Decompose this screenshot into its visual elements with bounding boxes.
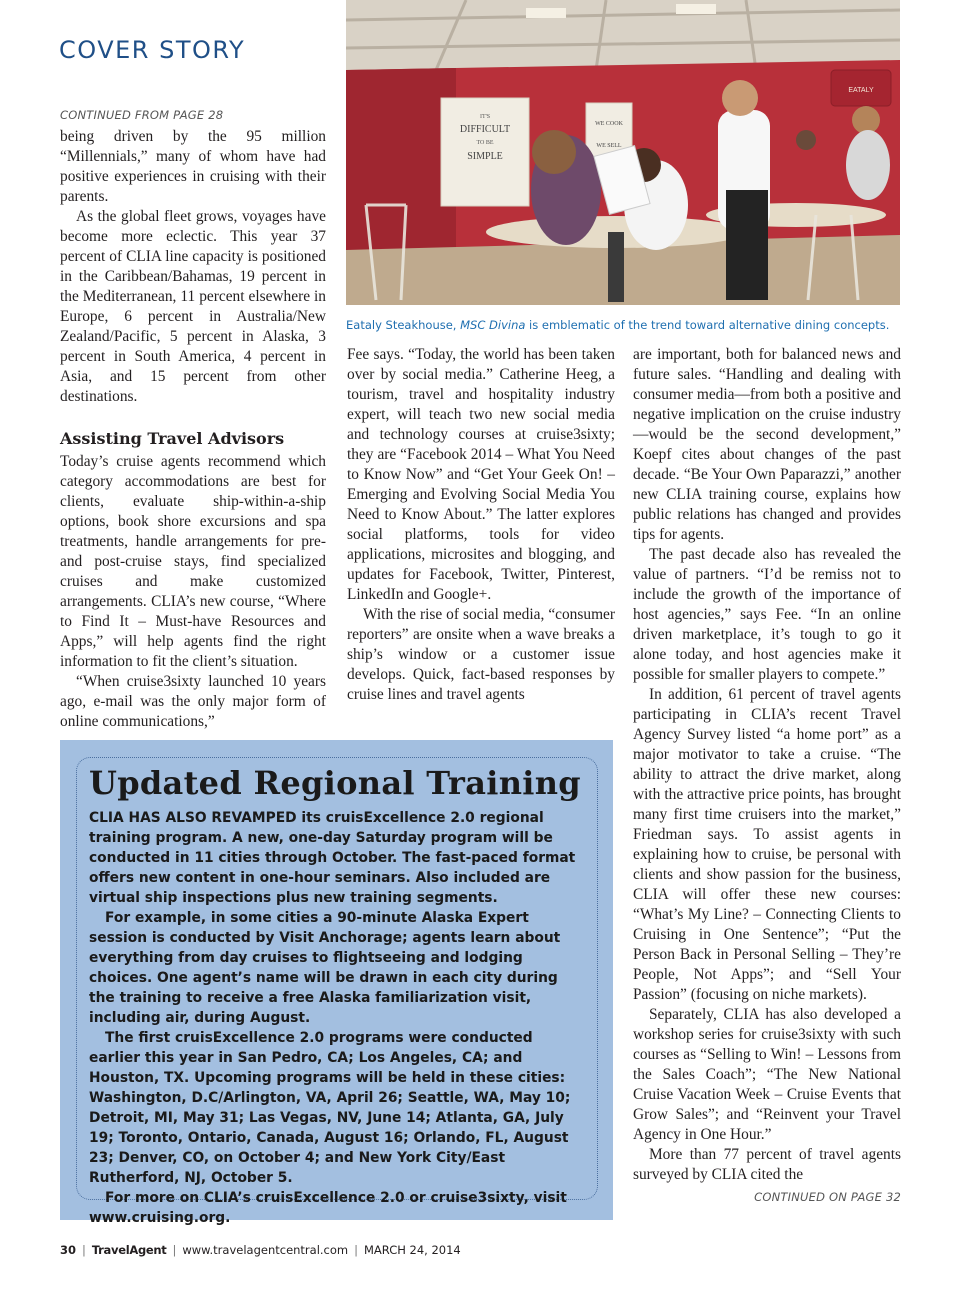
sign-line-2: DIFFICULT bbox=[459, 124, 511, 135]
paragraph: Separately, CLIA has also developed a workshop series for cruise3sixty with such courses as “Selling to Win! – Lessons from the Sales Coach”; “The New National Cruise Vacation Week – Cruise Events that Grow Sales”; and “Reinvent your Travel Agency in One Hour.” bbox=[633, 1006, 901, 1143]
paragraph: Today’s cruise agents recommend which category accommodations are best for clients, evaluate ship-within-a-ship options, book shore excursions and spa treatments, handle arrangements for pre- and post-cruise stays, find specialized cruises and make customized arrangements. CLIA’s new course, “Where to Find It – Must-have Resources and Apps,” will help agents find the right information to fit the client’s situation. bbox=[60, 453, 326, 670]
paragraph: being driven by the 95 million “Millennials,” many of whom have had positive experiences in cruising with their parents. bbox=[60, 128, 326, 205]
sidebar-paragraph: For more on CLIA’s cruisExcellence 2.0 or cruise3sixty, visit www.cruising.org. bbox=[89, 1190, 567, 1226]
paragraph: As the global fleet grows, voyages have become more eclectic. This year 37 percent of CLIA line capacity is positioned in the Caribbean/Bahamas, 19 percent in the Mediterranean, 11 percent elsewhere in Europe, 6 percent in Australia/New Zealand/Pacific, 5 percent in Alaska, 3 percent in South America, 4 percent in Asia, and 15 percent from other destinations. bbox=[60, 208, 326, 405]
sign-line-4: SIMPLE bbox=[467, 151, 503, 162]
sign-line-1: EATALY bbox=[848, 87, 874, 94]
wall-sign bbox=[831, 70, 891, 106]
article-column-3 bbox=[633, 345, 901, 1207]
paragraph: With the rise of social media, “consumer reporters” are onsite when a wave breaks a ship’s window or a customer issue develops. Quick, fact-based responses by cruise lines and travel agents bbox=[347, 606, 615, 703]
page-number: 30 bbox=[60, 1243, 77, 1257]
caption-suffix: is emblematic of the trend toward alternative dining concepts. bbox=[525, 318, 890, 332]
sidebar-box bbox=[60, 740, 613, 1226]
restaurant-photo bbox=[346, 0, 900, 305]
article-column-2 bbox=[347, 345, 615, 705]
continued-on: CONTINUED ON PAGE 32 bbox=[754, 1190, 901, 1204]
page-footer bbox=[60, 1243, 461, 1257]
sign-line-3: TO BE bbox=[476, 140, 494, 146]
paragraph: Fee says. “Today, the world has been taken over by social media.” Catherine Heeg, a tourism, travel and hospitality industry expert, will teach two new social media and technology courses at cruise3sixty; they are “Facebook 2014 – What You Need to Know Now” and “Get Your Geek On! – Emerging and Evolving Social Media You Need to Know About.” The latter explores social platforms, tools for video applications, microsites and blogging, and updates for Facebook, Twitter, Pinterest, LinkedIn and Google+. bbox=[347, 346, 615, 603]
sign-line-1: IT'S bbox=[479, 114, 491, 120]
sidebar-title: Updated Regional Training bbox=[89, 764, 581, 802]
issue-date: MARCH 24, 2014 bbox=[364, 1243, 461, 1257]
section-subhead: Assisting Travel Advisors bbox=[60, 429, 285, 448]
sidebar-paragraph: For example, in some cities a 90-minute Alaska Expert session is conducted by Visit Anchorage; agents learn about everything from day cruises to flightseeing and lodging choices. One agent’s name will be drawn in each city during the training to receive a free Alaska familiarization visit, including air, during August. bbox=[89, 910, 561, 1026]
website-url: www.travelagentcentral.com bbox=[182, 1243, 349, 1257]
sign-line-2: WE SELL bbox=[596, 143, 622, 149]
paragraph: In addition, 61 percent of travel agents participating in CLIA’s recent Travel Agency Survey listed “a home port” as a major motivator to take a cruise. “The ability to attract the drive market, along with the attractive price points, has brought many first time cruisers into the market,” Friedman says. To assist agents in explaining how to cruise, be personal with clients and show passion for the business, CLIA will offer these new courses: “What’s My Line? – Connecting Clients to Cruising in One Sentence”; “Put the Person Back in Personal Selling – They’re People, Not Apps”; and “Sell Your Passion” (focusing on niche markets). bbox=[633, 686, 901, 1003]
photo-caption bbox=[346, 318, 906, 332]
sidebar-dotted-frame bbox=[76, 757, 598, 1226]
paragraph: The past decade also has revealed the value of partners. “I’d be remiss not to include the growth of the importance of host agencies,” says Fee. “In an online driven marketplace, it’s tough to go it alone today, and host agencies make it possible for smaller players to compete.” bbox=[633, 546, 901, 683]
section-label: COVER STORY bbox=[59, 36, 246, 64]
magazine-brand: TravelAgent bbox=[91, 1243, 167, 1257]
continued-from: CONTINUED FROM PAGE 28 bbox=[60, 108, 224, 122]
sidebar-paragraph: The first cruisExcellence 2.0 programs were conducted earlier this year in San Pedro, CA; Los Angeles, CA; and Houston, TX. Upcoming programs will be held in these cities: Washington, D.C/Arlington, VA, April 26; Seattle, WA, May 10; Detroit, MI, May 31; Las Vegas, NV, June 14; Atlanta, GA, July 19; Toronto, Ontario, Canada, August 16; Orlando, FL, August 23; Denver, CO, on October 4; and New York City/East Rutherford, NJ, October 5. bbox=[89, 1030, 571, 1186]
wall-sign bbox=[441, 98, 529, 206]
footer-separator: | bbox=[172, 1243, 177, 1257]
paragraph: “When cruise3sixty launched 10 years ago, e-mail was the only major form of online communications,” bbox=[60, 673, 326, 730]
article-column-1 bbox=[60, 105, 326, 732]
caption-prefix: Eataly Steakhouse, bbox=[346, 318, 461, 332]
paragraph: are important, both for balanced news and future sales. “Handling and dealing with consumer media—from both a positive and negative implication on the cruise industry—would be the second development,” Koepf cites about changes of the past decade. “Be Your Own Paparazzi,” another new CLIA training course, explains how public relations has changed and provides tips for agents. bbox=[633, 346, 901, 543]
sidebar-paragraph: CLIA HAS ALSO REVAMPED its cruisExcellence 2.0 regional training program. A new, one-day Saturday program will be conducted in 11 cities through October. The fast-paced format offers new content in one-hour seminars. Also included are virtual ship inspections plus new training segments. bbox=[89, 810, 576, 906]
paragraph: More than 77 percent of travel agents surveyed by CLIA cited the bbox=[633, 1146, 901, 1183]
caption-ship-name: MSC Divina bbox=[460, 318, 526, 332]
sign-line-1: WE COOK bbox=[595, 121, 623, 127]
footer-separator: | bbox=[354, 1243, 358, 1257]
footer-separator: | bbox=[82, 1243, 86, 1257]
